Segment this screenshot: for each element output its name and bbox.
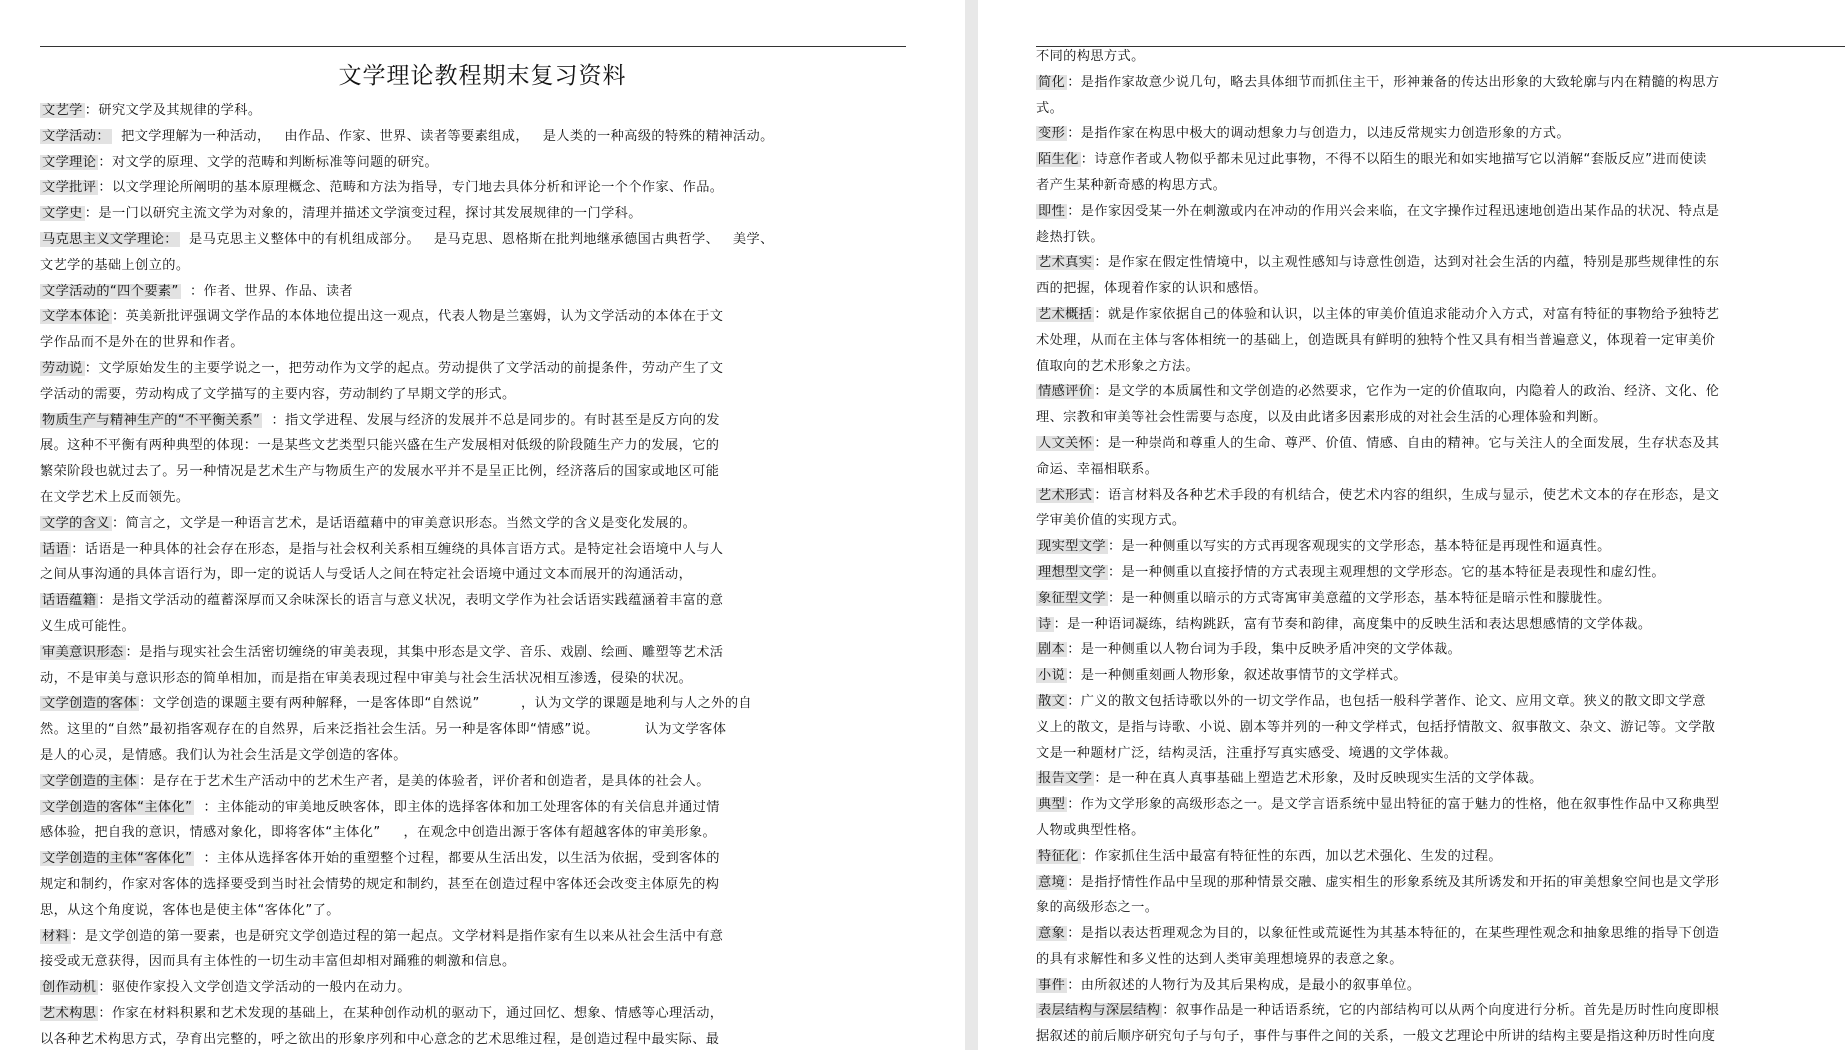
definition-text: ：由所叙述的人物行为及其后果构成，是最小的叙事单位。 <box>1067 977 1421 993</box>
text-line <box>1036 741 1836 767</box>
text-line <box>40 537 910 563</box>
definition-text: ：是作家因受某一外在刺激或内在冲动的作用兴会来临，在文字操作过程迅速地创造出某作品的状况、特点是 <box>1067 203 1720 219</box>
text-line <box>40 691 910 717</box>
term-label: 文学创造的主体“客体化” <box>42 851 193 867</box>
definition-text: ：是存在于艺术生产活动中的艺术生产者，是美的体验者，评价者和创造者，是具体的社会人。 <box>139 773 710 789</box>
right-column-text <box>1036 44 1836 1050</box>
text-line <box>40 924 910 950</box>
text-line <box>1036 44 1836 70</box>
definition-text: ：简言之，文学是一种语言艺术，是话语蕴藉中的审美意识形态。当然文学的含义是变化发展的。 <box>111 515 697 531</box>
text-line <box>40 614 910 640</box>
text-line <box>40 846 910 872</box>
term-label: 情感评价 <box>1038 384 1093 400</box>
text-line <box>1036 818 1836 844</box>
definition-text: ：是一种侧重刻画人物形象，叙述故事情节的文学样式。 <box>1067 668 1407 684</box>
text-line <box>1036 792 1836 818</box>
definition-text: 学审美价值的实现方式。 <box>1036 513 1186 529</box>
term-label: 诗 <box>1038 616 1052 632</box>
text-line <box>1036 637 1836 663</box>
definition-text: ：是指作家在构思中极大的调动想象力与创造力，以违反常规实力创造形象的方式。 <box>1067 126 1570 142</box>
term-label: 报告文学 <box>1038 771 1093 787</box>
text-line <box>40 666 910 692</box>
definition-text: 据叙述的前后顺序研究句子与句子，事件与事件之间的关系，一般文艺理论中所讲的结构主要是指这种历时性向度 <box>1036 1029 1716 1045</box>
text-line <box>1036 483 1836 509</box>
term-label: 艺术形式 <box>1038 487 1093 503</box>
header-rule <box>40 46 906 47</box>
definition-text: 义生成可能性。 <box>40 618 136 634</box>
definition-text: 接受或无意获得，因而具有主体性的一切生动丰富但却相对踊雅的刺激和信息。 <box>40 954 516 970</box>
term-label: 象征型文学 <box>1038 590 1106 606</box>
definition-text: 是人的心灵，是情感。我们认为社会生活是文学创造的客体。 <box>40 747 407 763</box>
text-line <box>40 304 910 330</box>
term-label: 话语 <box>42 541 70 557</box>
definition-text: 文是一种题材广泛，结构灵活，注重抒写真实感受、境遇的文学体裁。 <box>1036 745 1458 761</box>
definition-text: 展。这种不平衡有两种典型的体现：一是某些文艺类型只能兴盛在生产发展相对低级的阶段随生产力的发展，它的 <box>40 438 720 454</box>
term-label: 马克思主义文学理论： <box>42 231 178 247</box>
text-line <box>1036 534 1836 560</box>
text-line <box>1036 199 1836 225</box>
definition-text: 者产生某种新奇感的构思方式。 <box>1036 177 1227 193</box>
page-title: 文学理论教程期末复习资料 <box>338 63 627 89</box>
text-line <box>40 743 910 769</box>
text-line <box>40 949 910 975</box>
left-column-text <box>40 98 910 1050</box>
definition-text: 式。 <box>1036 100 1064 116</box>
text-line <box>40 356 910 382</box>
text-line <box>1036 121 1836 147</box>
term-label: 文学本体论 <box>42 309 110 325</box>
definition-text: 以各种艺术构思方式，孕育出完整的，呼之欲出的形象序列和中心意念的艺术思维过程，是创造过程中最实际、最 <box>40 1031 720 1047</box>
text-line <box>40 382 910 408</box>
term-label: 文学批评 <box>42 180 97 196</box>
definition-text: ：是指作家故意少说几句，略去具体细节而抓住主干，形神兼备的传达出形象的大致轮廓与内在精髓的构思方 <box>1067 74 1720 90</box>
text-line <box>1036 612 1836 638</box>
term-label: 剧本 <box>1038 642 1066 658</box>
text-line <box>40 820 910 846</box>
definition-text: ：是一种侧重以写实的方式再现客观现实的文学形态，基本特征是再现性和逼真性。 <box>1107 539 1611 555</box>
definition-text: 趁热打铁。 <box>1036 229 1104 245</box>
definition-text: ：是一种在真人真事基础上塑造艺术形象，及时反映现实生活的文学体裁。 <box>1094 771 1543 787</box>
term-label: 文学创造的客体 <box>42 696 138 712</box>
text-line <box>40 975 910 1001</box>
term-label: 特征化 <box>1038 848 1079 864</box>
term-label: 陌生化 <box>1038 152 1079 168</box>
term-label: 文学的含义 <box>42 515 110 531</box>
definition-text: 人物或典型性格。 <box>1036 822 1145 838</box>
definition-text: ：作者、世界、作品、读者 <box>180 283 353 299</box>
text-line <box>1036 508 1836 534</box>
text-line <box>1036 663 1836 689</box>
definition-text: 之间从事沟通的具体言语行为，即一定的说话人与受话人之间在特定社会语境中通过文本而展开的沟通活动， <box>40 567 693 583</box>
text-line <box>1036 302 1836 328</box>
definition-text: 在文学艺术上反而领先。 <box>40 489 190 505</box>
page-gutter <box>965 0 978 1050</box>
text-line <box>1036 250 1836 276</box>
text-line <box>1036 405 1836 431</box>
text-line <box>1036 973 1836 999</box>
text-line <box>1036 431 1836 457</box>
definition-text: ：指文学进程、发展与经济的发展并不总是同步的。有时甚至是反方向的发 <box>262 412 720 428</box>
definition-text: ：是一种崇尚和尊重人的生命、尊严、价值、情感、自由的精神。它与关注人的全面发展，生存状态及其 <box>1094 435 1720 451</box>
text-line <box>40 717 910 743</box>
term-label: 简化 <box>1038 74 1066 90</box>
text-line <box>40 175 910 201</box>
definition-text: 是马克思主义整体中的有机组成部分。 是马克思、恩格斯在批判地继承德国古典哲学、 美学、 <box>179 231 774 247</box>
definition-text: ：英美新批评强调文学作品的本体地位提出这一观点，代表人物是兰塞姆，认为文学活动的本体在于文 <box>111 309 724 325</box>
term-label: 物质生产与精神生产的“不平衡关系” <box>42 412 261 428</box>
definition-text: 思，从这个角度说，客体也是使主体“客体化”了。 <box>40 902 340 918</box>
text-line <box>1036 689 1836 715</box>
term-label: 散文 <box>1038 693 1066 709</box>
definition-text: ：作家在材料积累和艺术发现的基础上，在某种创作动机的驱动下，通过回忆、想象、情感等心理活动， <box>98 1005 724 1021</box>
text-line <box>40 640 910 666</box>
text-line <box>1036 147 1836 173</box>
term-label: 典型 <box>1038 797 1066 813</box>
text-line <box>1036 921 1836 947</box>
text-line <box>1036 70 1836 96</box>
text-line <box>1036 328 1836 354</box>
term-label: 意境 <box>1038 874 1066 890</box>
term-label: 艺术真实 <box>1038 255 1093 271</box>
definition-text: ：研究文学及其规律的学科。 <box>84 103 262 118</box>
text-line <box>1036 586 1836 612</box>
document-page-right <box>978 0 1845 1050</box>
definition-text: ：就是作家依据自己的体验和认识，以主体的审美价值追求能动介入方式，对富有特征的事物给予独特艺 <box>1094 306 1720 322</box>
term-label: 即性 <box>1038 203 1066 219</box>
text-line <box>40 1027 910 1050</box>
term-label: 审美意识形态 <box>42 644 124 660</box>
term-label: 话语蕴籍 <box>42 593 97 609</box>
text-line <box>1036 379 1836 405</box>
definition-text: ：以文学理论所阐明的基本原理概念、范畴和方法为指导，专门地去具体分析和评论一个个作家、作品。 <box>98 180 724 196</box>
text-line <box>1036 560 1836 586</box>
definition-text: 象的高级形态之一。 <box>1036 900 1159 916</box>
term-label: 文学活动： <box>42 128 110 144</box>
text-line <box>40 795 910 821</box>
text-line <box>40 408 910 434</box>
definition-text: 西的把握，体现着作家的认识和感悟。 <box>1036 281 1267 297</box>
definition-text: 学活动的需要，劳动构成了文学描写的主要内容，劳动制约了早期文学的形式。 <box>40 386 516 402</box>
text-line <box>1036 895 1836 921</box>
text-line <box>40 1001 910 1027</box>
text-line <box>40 898 910 924</box>
definition-text: 术处理，从而在主体与客体相统一的基础上，创造既具有鲜明的独特个性又具有相当普遍意义，体现着一定审美价 <box>1036 332 1716 348</box>
definition-text: ：文学原始发生的主要学说之一，把劳动作为文学的起点。劳动提供了文学活动的前提条件，劳动产生了文 <box>84 360 724 376</box>
text-line <box>40 227 910 253</box>
definition-text: 感体验，把自我的意识，情感对象化，即将客体“主体化” ，在观念中创造出源于客体有超越客体的审美形象。 <box>40 825 717 841</box>
text-line <box>40 330 910 356</box>
term-label: 理想型文学 <box>1038 564 1106 580</box>
definition-text: 规定和制约，作家对客体的选择要受到当时社会情势的规定和制约，甚至在创造过程中客体还会改变主体原先的构 <box>40 876 720 892</box>
text-line <box>1036 715 1836 741</box>
term-label: 文学创造的客体“主体化” <box>42 799 193 815</box>
definition-text: ：是指文学活动的蕴蓄深厚而又余味深长的语言与意义状况，表明文学作为社会话语实践蕴涵着丰富的意 <box>98 593 724 609</box>
definition-text: 的具有求解性和多义性的达到人类审美理想境界的表意之象。 <box>1036 951 1403 967</box>
term-label: 材料 <box>42 928 70 944</box>
text-line <box>1036 173 1836 199</box>
definition-text: ：是一门以研究主流文学为对象的，清理并描述文学演变过程，探讨其发展规律的一门学科。 <box>84 206 642 222</box>
term-label: 文学史 <box>42 206 83 222</box>
text-line <box>40 150 910 176</box>
definition-text: ：文学创造的课题主要有两种解释，一是客体即“自然说” ，认为文学的课题是地利与人之外的自 <box>139 696 752 712</box>
term-label: 文学创造的主体 <box>42 773 138 789</box>
definition-text: 把文学理解为一种活动， 由作品、作家、世界、读者等要素组成， 是人类的一种高级的特殊的精神活动。 <box>111 128 774 144</box>
term-label: 文艺学 <box>42 103 83 118</box>
definition-text: ：主体能动的审美地反映客体，即主体的选择客体和加工处理客体的有关信息并通过情 <box>194 799 720 815</box>
text-line <box>1036 225 1836 251</box>
definition-text: ：是指抒情性作品中呈现的那种情景交融、虚实相生的形象系统及其所诱发和开拓的审美想象空间也是文学形 <box>1067 874 1720 890</box>
text-line <box>40 588 910 614</box>
definition-text: ：对文学的原理、文学的范畴和判断标准等问题的研究。 <box>98 154 439 170</box>
definition-text: ：主体从选择客体开始的重塑整个过程，都要从生活出发，以生活为依据，受到客体的 <box>194 851 720 867</box>
definition-text: 动，不是审美与意识形态的简单相加，而是指在审美表现过程中审美与社会生活状况相互渗透，侵染的状况。 <box>40 670 693 686</box>
text-line <box>1036 1024 1836 1050</box>
definition-text: ：语言材料及各种艺术手段的有机结合，使艺术内容的组织，生成与显示，使艺术文本的存在形态，是文 <box>1094 487 1720 503</box>
definition-text: 义上的散文，是指与诗歌、小说、剧本等并列的一种文学样式，包括抒情散文、叙事散文、杂文、游记等。文学散 <box>1036 719 1716 735</box>
term-label: 创作动机 <box>42 980 97 996</box>
term-label: 文学理论 <box>42 154 97 170</box>
text-line <box>40 872 910 898</box>
text-line <box>40 253 910 279</box>
term-label: 劳动说 <box>42 360 83 376</box>
term-label: 艺术概括 <box>1038 306 1093 322</box>
text-line <box>1036 354 1836 380</box>
term-label: 人文关怀 <box>1038 435 1093 451</box>
text-line <box>40 485 910 511</box>
definition-text: ：作家抓住生活中最富有特征性的东西，加以艺术强化、生发的过程。 <box>1080 848 1502 864</box>
definition-text: ：作为文学形象的高级形态之一。是文学言语系统中显出特征的富于魅力的性格，他在叙事性作品中又称典型 <box>1067 797 1720 813</box>
definition-text: 理、宗教和审美等社会性需要与态度，以及由此诸多因素形成的对社会生活的心理体验和判断。 <box>1036 410 1607 426</box>
text-line <box>40 98 910 124</box>
text-line <box>1036 947 1836 973</box>
term-label: 小说 <box>1038 668 1066 684</box>
definition-text: 不同的构思方式。 <box>1036 49 1145 64</box>
term-label: 艺术构思 <box>42 1005 97 1021</box>
definition-text: 繁荣阶段也就过去了。另一种情况是艺术生产与物质生产的发展水平并不是呈正比例，经济落后的国家或地区可能 <box>40 464 720 480</box>
text-line <box>40 769 910 795</box>
text-line <box>40 562 910 588</box>
text-line <box>40 124 910 150</box>
definition-text: 然。这里的“自然”最初指客观存在的自然界，后来泛指社会生活。另一种是客体即“情感”说。 认为文学客体 <box>40 722 727 738</box>
text-line <box>1036 766 1836 792</box>
definition-text: ：广义的散文包括诗歌以外的一切文学作品，也包括一般科学著作、论文、应用文章。狭义的散文即文学意 <box>1067 693 1706 709</box>
text-line <box>1036 457 1836 483</box>
term-label: 表层结构与深层结构 <box>1038 1003 1161 1019</box>
text-line <box>1036 844 1836 870</box>
text-line <box>40 511 910 537</box>
text-line <box>1036 998 1836 1024</box>
definition-text: 文艺学的基础上创立的。 <box>40 257 190 273</box>
definition-text: 值取向的艺术形象之方法。 <box>1036 358 1200 374</box>
definition-text: ：驱使作家投入文学创造文学活动的一般内在动力。 <box>98 980 411 996</box>
definition-text: ：是指与现实社会生活密切缠绕的审美表现，其集中形态是文学、音乐、戏剧、绘画、雕塑等艺术活 <box>125 644 724 660</box>
term-label: 事件 <box>1038 977 1066 993</box>
definition-text: ：是一种语词凝练，结构跳跃，富有节奏和韵律，高度集中的反映生活和表达思想感情的文学体裁。 <box>1053 616 1652 632</box>
text-line <box>1036 870 1836 896</box>
text-line <box>40 433 910 459</box>
definition-text: ：是文学的本质属性和文学创造的必然要求，它作为一定的价值取向，内隐着人的政治、经济、文化、伦 <box>1094 384 1720 400</box>
definition-text: ：是指以表达哲理观念为目的，以象征性或荒诞性为其基本特征的，在某些理性观念和抽象思维的指导下创造 <box>1067 926 1720 942</box>
definition-text: ：是一种侧重以暗示的方式寄寓审美意蕴的文学形态，基本特征是暗示性和朦胧性。 <box>1107 590 1611 606</box>
text-line <box>1036 276 1836 302</box>
term-label: 意象 <box>1038 926 1066 942</box>
definition-text: ：诗意作者或人物似乎都未见过此事物，不得不以陌生的眼光和如实地描写它以消解“套版反应”进而使读 <box>1080 152 1707 168</box>
definition-text: ：是一种侧重以人物台词为手段，集中反映矛盾冲突的文学体裁。 <box>1067 642 1462 658</box>
text-line <box>1036 96 1836 122</box>
definition-text: 学作品而不是外在的世界和作者。 <box>40 335 244 351</box>
term-label: 变形 <box>1038 126 1066 142</box>
term-label: 现实型文学 <box>1038 539 1106 555</box>
definition-text: ：是一种侧重以直接抒情的方式表现主观理想的文学形态。它的基本特征是表现性和虚幻性。 <box>1107 564 1666 580</box>
term-label: 文学活动的“四个要素” <box>42 283 179 299</box>
definition-text: ：叙事作品是一种话语系统，它的内部结构可以从两个向度进行分析。首先是历时性向度即根 <box>1162 1003 1720 1019</box>
definition-text: ：是文学创造的第一要素，也是研究文学创造过程的第一起点。文学材料是指作家有生以来从社会生活中有意 <box>71 928 724 944</box>
definition-text: ：是作家在假定性情境中，以主观性感知与诗意性创造，达到对社会生活的内蕴，特别是那些规律性的东 <box>1094 255 1720 271</box>
text-line <box>40 201 910 227</box>
definition-text: ：话语是一种具体的社会存在形态，是指与社会权利关系相互缠绕的具体言语方式。是特定社会语境中人与人 <box>71 541 724 557</box>
text-line <box>40 279 910 305</box>
definition-text: 命运、幸福相联系。 <box>1036 461 1159 477</box>
text-line <box>40 459 910 485</box>
